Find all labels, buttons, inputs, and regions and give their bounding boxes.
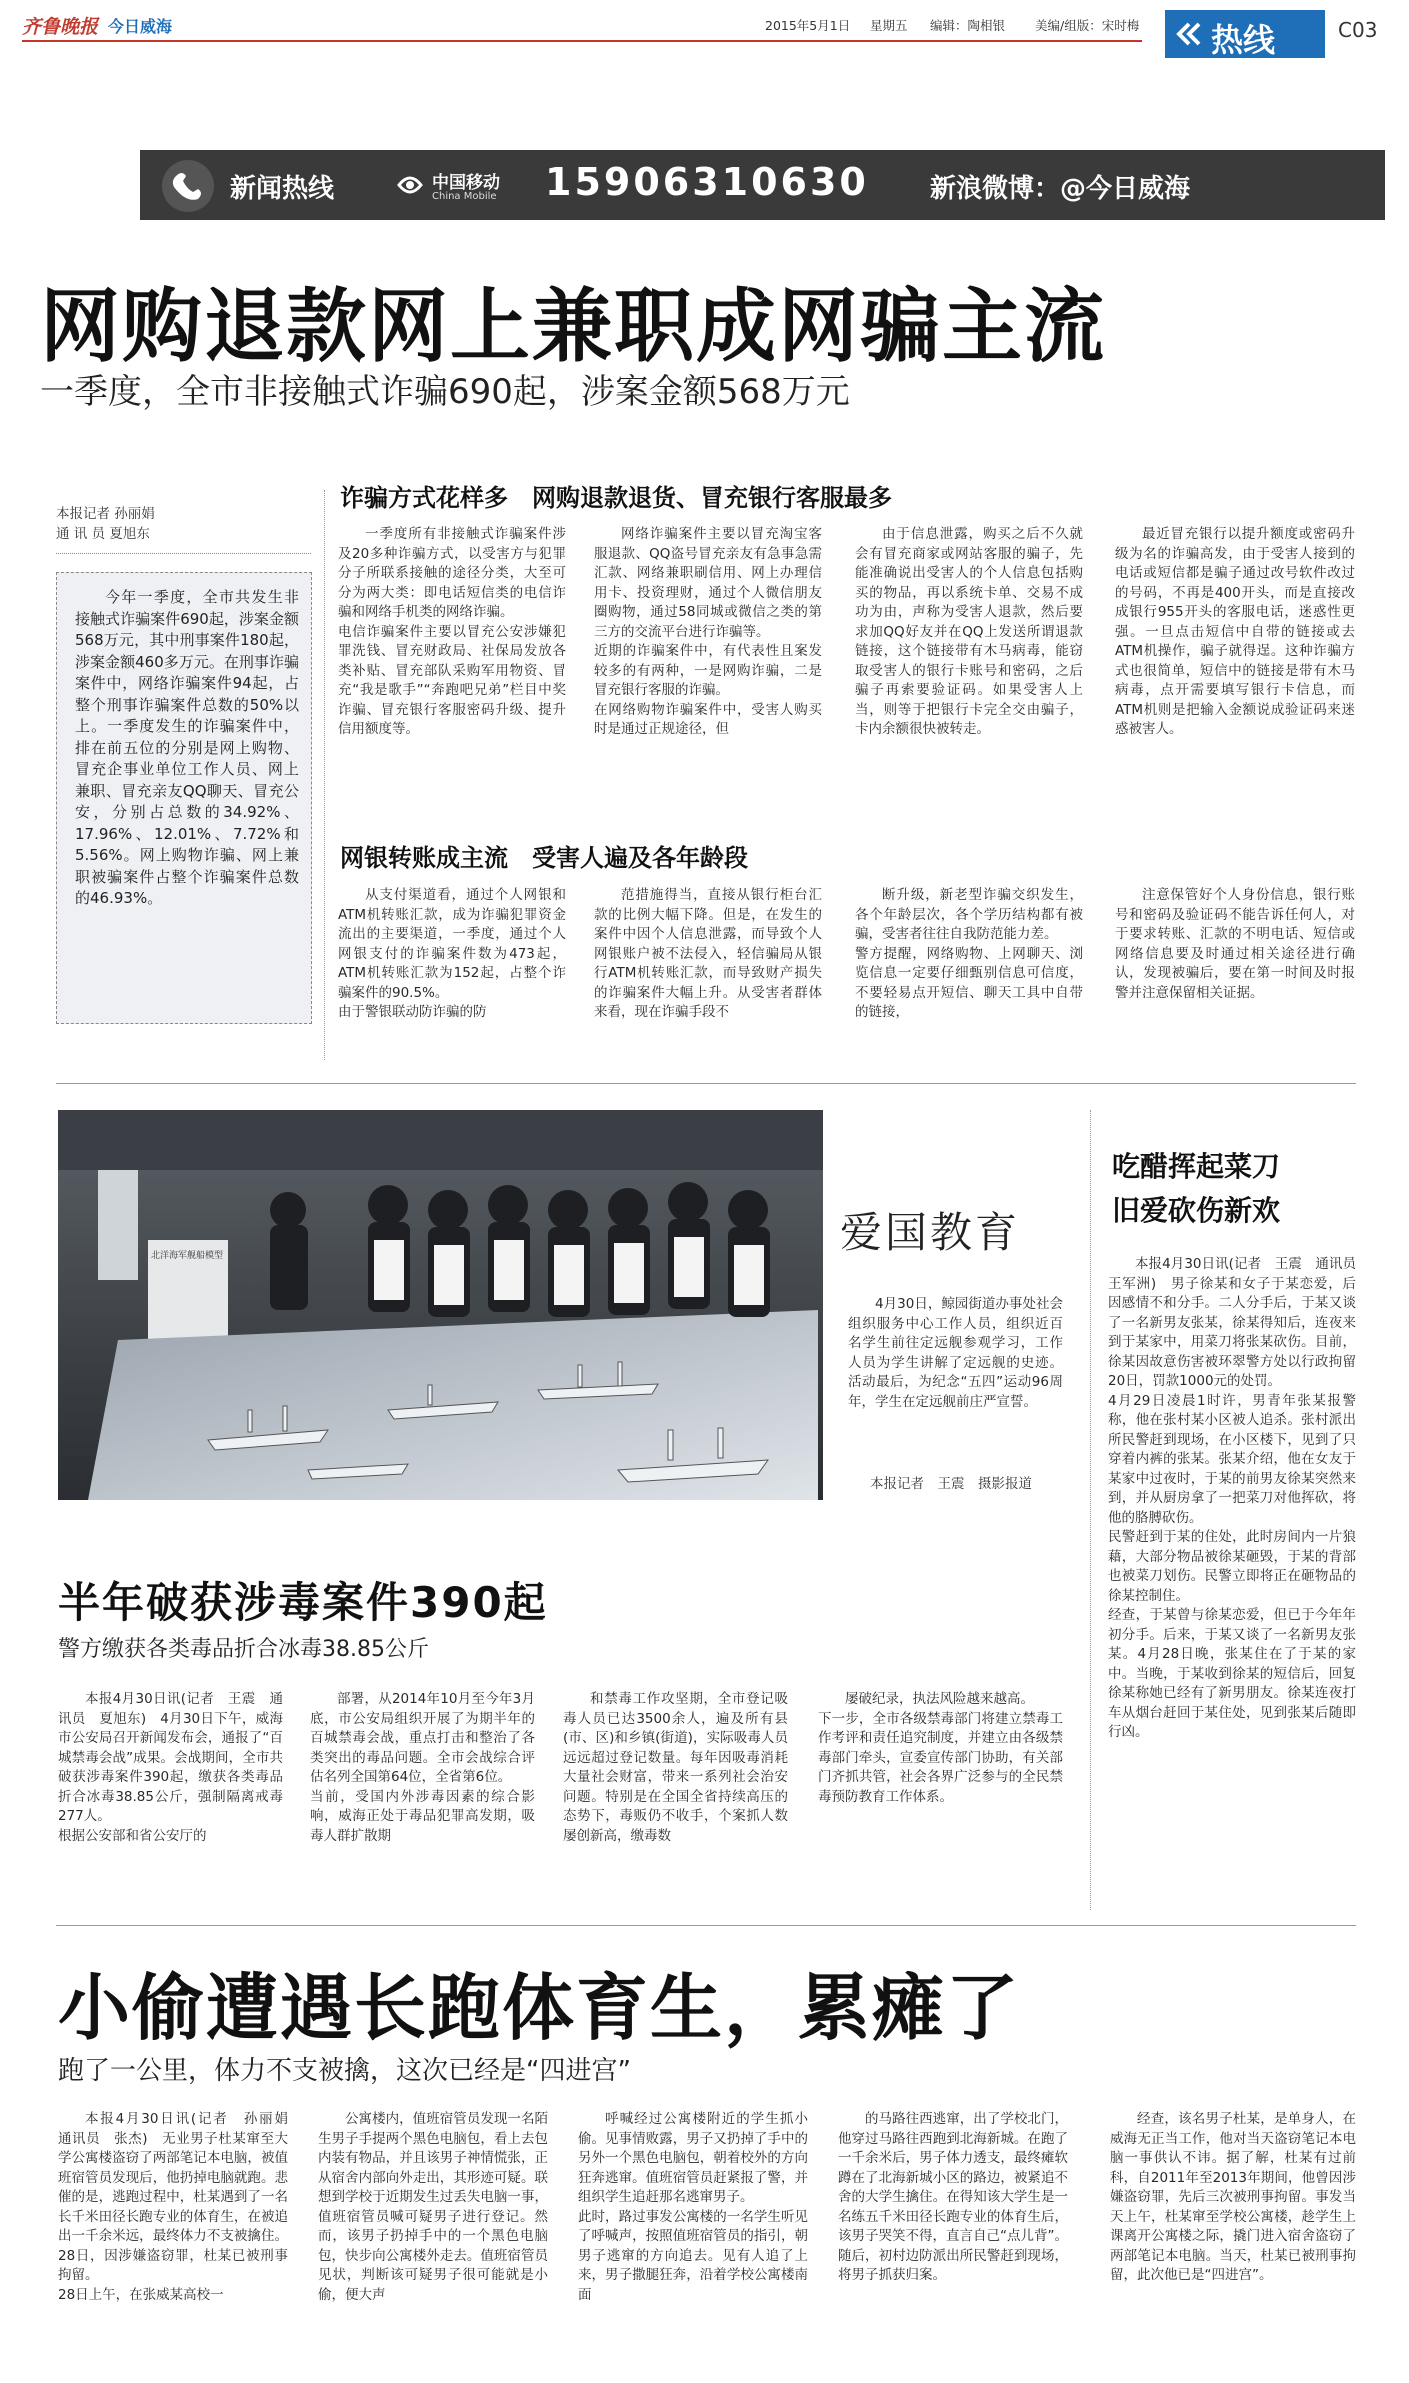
- section-name: 今日威海: [108, 17, 173, 36]
- article3-col-5-text: 经查，该名男子杜某，是单身人，在威海无正当工作，他对当天盗窃笔记本电脑一事供认不讳。据了解，杜某有过前科，自2011年至2013年期间，他曾因涉嫌盗窃罪，先后三次被刑事拘留。事发当天上午，杜某窜至学校公寓楼，趁学生上课离开公寓楼之际，撬门进入宿舍盗窃了两部笔记本电脑。当天，杜某已被刑事拘留，此次他已是“四进宫”。: [1110, 2111, 1356, 2283]
- article2-col-3-text: 和禁毒工作攻坚期，全市登记吸毒人员已达3500余人，遍及所有县(市、区)和乡镇(街道)，实际吸毒人员远远超过登记数量。每年因吸毒消耗大量社会财富，带来一系列社会治安问题。特别是在全国全省持续高压的态势下，毒贩仍不收手，个案抓人数屡创新高，缴毒数: [563, 1691, 788, 1844]
- double-chevron-icon: [1175, 20, 1203, 48]
- byline-correspondent: 通 讯 员 夏旭东: [56, 526, 150, 542]
- section1-col-2: [594, 525, 822, 825]
- section1-col-4: [1115, 525, 1355, 825]
- section1-col-1-text: 一季度所有非接触式诈骗案件涉及20多种诈骗方式，以受害方与犯罪分子所联系接触的途径分类，大至可分为两大类：即电话短信类的电信诈骗和网络手机类的网络诈骗。 电信诈骗案件主要以冒充公安涉嫌犯罪洗钱、冒充财政局、社保局发放各类补贴、冒充部队采购军用物资、冒充“我是歌手”“奔跑吧兄弟”栏目中奖诈骗、冒充银行客服密码升级、提升信用额度等。: [338, 526, 566, 737]
- side-headline: [1112, 1145, 1280, 1233]
- section2-col-1-text: 从支付渠道看，通过个人网银和ATM机转账汇款，成为诈骗犯罪资金流出的主要渠道，一季度，通过个人网银支付的诈骗案件数为473起，ATM机转账汇款为152起，占整个诈骗案件的90.5%。 由于警银联动防诈骗的防: [338, 887, 566, 1020]
- article3-col-4: [838, 2110, 1068, 2372]
- exhibit-board-text: 北洋海军舰船模型: [151, 1251, 224, 1261]
- article3-col-2: [318, 2110, 548, 2372]
- article2-col-4-text: 屡破纪录，执法风险越来越高。 下一步，全市各级禁毒部门将建立禁毒工作考评和责任追究制度，并建立由各级禁毒部门牵头，宣委宣传部门协助，有关部门齐抓共管，社会各界广泛参与的全民禁毒预防教育工作体系。: [818, 1691, 1063, 1805]
- side-headline-line1: 吃醋挥起菜刀: [1112, 1150, 1281, 1183]
- side-headline-line2: 旧爱砍伤新欢: [1112, 1194, 1281, 1227]
- carrier-name: 中国移动: [432, 173, 500, 193]
- article3-subhead: 跑了一公里，体力不支被擒，这次已经是“四进宫”: [58, 2056, 631, 2086]
- article2-col-1-text: 本报4月30日讯(记者 王震 通讯员 夏旭东) 4月30日下午，威海市公安局召开新闻发布会，通报了“百城禁毒会战”成果。会战期间，全市共破获涉毒案件390起，缴获各类毒品折合冰毒38.85公斤，强制隔离戒毒277人。 根据公安部和省公安厅的: [58, 1691, 283, 1844]
- section2-col-2-text: 范措施得当，直接从银行柜台汇款的比例大幅下降。但是，在发生的案件中因个人信息泄露，而导致个人网银账户被不法侵入，轻信骗局从银行ATM机转账汇款，而导致财产损失的诈骗案件大幅上升。从受害者群体来看，现在诈骗手段不: [594, 887, 822, 1020]
- masthead: [0, 0, 1409, 66]
- phone-handset-icon: [160, 158, 216, 214]
- article2-col-1: [58, 1690, 283, 1890]
- editor-credit: 编辑：陶相银: [930, 18, 1006, 33]
- photo-caption-text: 4月30日，鲸园街道办事处社会组织服务中心工作人员，组织近百名学生前往定远舰参观学习，工作人员为学生讲解了定远舰的史迹。活动最后，为纪念“五四”运动96周年，学生在定远舰前庄严宣誓。: [848, 1296, 1063, 1410]
- china-mobile-logo-icon: [395, 170, 425, 200]
- masthead-rule: [22, 40, 1142, 42]
- section2-title: 网银转账成主流 受害人遍及各年龄段: [340, 844, 748, 872]
- section1-col-2-text: 网络诈骗案件主要以冒充淘宝客服退款、QQ盗号冒充亲友有急事急需汇款、网络兼职刷信用、网上办理信用卡、投资理财，通过个人微信朋友圈购物，通过58同城或微信之类的第三方的交流平台进行诈骗等。 近期的诈骗案件中，有代表性且案发较多的有两种，一是网购诈骗，二是冒充银行客服的诈骗。 在网络购物诈骗案件中，受害人购买时是通过正规途径，但: [594, 526, 822, 737]
- article2-subhead: 警方缴获各类毒品折合冰毒38.85公斤: [58, 1637, 429, 1662]
- article2-col-2-text: 部署，从2014年10月至今年3月底，市公安局组织开展了为期半年的百城禁毒会战，重点打击和整治了各类突出的毒品问题。全市会战综合评估名列全国第64位，全省第6位。 当前，受国内外涉毒因素的综合影响，威海正处于毒品犯罪高发期，吸毒人群扩散期: [310, 1691, 535, 1844]
- article3-col-1: [58, 2110, 288, 2372]
- article1-headline: 网购退款网上兼职成网骗主流: [40, 280, 1106, 373]
- section1-col-3-text: 由于信息泄露，购买之后不久就会有冒充商家或网站客服的骗子，先能准确说出受害人的个人信息包括购买的物品，再以系统卡单、交易不成功为由，声称为受害人退款，然后要求加QQ好友并在QQ上发送所谓退款链接，这个链接带有木马病毒，能窃取受害人的银行卡账号和密码，之后骗子再索要验证码。如果受害人上当，则等于把银行卡完全交由骗子，卡内余额很快被转走。: [855, 526, 1083, 737]
- summary-box: [56, 572, 312, 1024]
- article2-col-2: [310, 1690, 535, 1890]
- side-divider: [1090, 1110, 1091, 1910]
- section2-col-4: [1115, 886, 1355, 1066]
- byline-rule: [56, 553, 311, 554]
- column-badge: [1165, 10, 1325, 58]
- paper-name: 齐鲁晚报: [22, 16, 99, 38]
- column-name: 热线: [1211, 21, 1276, 59]
- section2-col-3-text: 断升级，新老型诈骗交织发生，各个年龄层次，各个学历结构都有被骗，受害者往往自我防范能力差。 警方提醒，网络购物、上网聊天、浏览信息一定要仔细甄别信息可信度，不要轻易点开短信、聊天工具中自带的链接，: [855, 887, 1083, 1020]
- article2-headline: 半年破获涉毒案件390起: [58, 1578, 548, 1627]
- article2-bottom-rule: [56, 1925, 1356, 1926]
- summary-text: 今年一季度，全市共发生非接触式诈骗案件690起，涉案金额568万元，其中刑事案件180起，涉案金额460多万元。在刑事诈骗案件中，网络诈骗案件94起，占整个刑事诈骗案件总数的50%以上。一季度发生的诈骗案件中，排在前五位的分别是网上购物、冒充企事业单位工作人员、网上兼职、冒充亲友QQ聊天、冒充公安，分别占总数的34.92%、17.96%、12.01%、7.72%和5.56%。网上购物诈骗、网上兼职被骗案件占整个诈骗案件总数的46.93%。: [75, 588, 299, 907]
- photo-caption-title: 爱国教育: [840, 1208, 1021, 1257]
- news-photo: [58, 1110, 823, 1500]
- article3-col-5: [1110, 2110, 1356, 2372]
- designer-credit: 美编/组版：宋时梅: [1035, 18, 1140, 33]
- section2-col-1: [338, 886, 566, 1066]
- article1-byline: [56, 504, 155, 544]
- article1-bottom-rule: [56, 1083, 1356, 1084]
- side-article-body: [1108, 1255, 1356, 1875]
- article1-subhead: 一季度，全市非接触式诈骗690起，涉案金额568万元: [40, 372, 850, 412]
- article3-headline: 小偷遭遇长跑体育生，累瘫了: [58, 1966, 1021, 2050]
- section2-col-4-text: 注意保管好个人身份信息，银行账号和密码及验证码不能告诉任何人，对于要求转账、汇款的不明电话、短信或网络信息要及时通过相关途径进行确认，发现被骗后，要在第一时间及时报警并注意保留相关证据。: [1115, 887, 1355, 1001]
- article3-col-4-text: 的马路往西逃窜，出了学校北门，他穿过马路往西跑到北海新城。在跑了一千余米后，男子体力透支，最终瘫软蹲在了北海新城小区的路边，被紧追不舍的大学生擒住。在得知该大学生是一名练五千米田径长跑专业的体育生后，该男子哭笑不得，直言自己“点儿背”。随后，初村边防派出所民警赶到现场，将男子抓获归案。: [838, 2111, 1068, 2283]
- byline-reporter: 本报记者 孙丽娟: [56, 506, 155, 522]
- article3-col-3: [578, 2110, 808, 2372]
- side-article-text: 本报4月30日讯(记者 王震 通讯员 王军洲) 男子徐某和女子于某恋爱，后因感情不和分手。二人分手后，于某又谈了一名新男友张某，徐某得知后，连夜来到于某家中，用菜刀将张某砍伤。目前，徐某因故意伤害被环翠警方处以行政拘留20日，罚款1000元的处罚。 4月29日凌晨1时许，男青年张某报警称，他在张村某小区被人追杀。张村派出所民警赶到现场，在小区楼下，见到了只穿着内裤的张某。张某介绍，他在女友于某家中过夜时，于某的前男友徐某突然来到，并从厨房拿了一把菜刀对他挥砍，将他的胳膊砍伤。 民警赶到于某的住处，此时房间内一片狼藉，大部分物品被徐某砸毁，于某的背部也被菜刀划伤。民警立即将正在砸物品的徐某控制住。 经查，于某曾与徐某恋爱，但已于今年年初分手。后来，于某又谈了一名新男友张某。4月28日晚，张某住在了于某的家中。当晚，于某收到徐某的短信后，回复徐某称她已经有了新男朋友。徐某连夜打车从烟台赶回于某住处，见到张某后随即行凶。: [1108, 1256, 1356, 1740]
- section1-col-3: [855, 525, 1083, 825]
- hotline-label: 新闻热线: [230, 174, 335, 204]
- article3-col-3-text: 呼喊经过公寓楼附近的学生抓小偷。见事情败露，男子又扔掉了手中的另外一个黑色电脑包，朝着校外的方向狂奔逃窜。值班宿管员赶紧报了警，并组织学生追赶那名逃窜男子。 此时，路过事发公寓楼的一名学生听见了呼喊声，按照值班宿管员的指引，朝男子逃窜的方向追去。见有人追了上来，男子撒腿狂奔，沿着学校公寓楼南面: [578, 2111, 808, 2303]
- article2-col-3: [563, 1690, 788, 1890]
- issue-date: 2015年5月1日: [765, 18, 851, 33]
- photo-credit: 本报记者 王震 摄影报道: [870, 1476, 1032, 1492]
- photo-illustration: [58, 1110, 823, 1500]
- photo-caption: [848, 1295, 1063, 1465]
- issue-weekday: 星期五: [870, 18, 908, 33]
- section2-col-3: [855, 886, 1083, 1066]
- section2-col-2: [594, 886, 822, 1066]
- hotline-banner: [140, 150, 1385, 220]
- section1-title: 诈骗方式花样多 网购退款退货、冒充银行客服最多: [340, 484, 892, 512]
- page-number: C03: [1338, 18, 1378, 42]
- article3-col-1-text: 本报4月30日讯(记者 孙丽娟 通讯员 张杰) 无业男子杜某窜至大学公寓楼盗窃了两部笔记本电脑，被值班宿管员发现后，他扔掉电脑就跑。悲催的是，逃跑过程中，杜某遇到了一名长千米田径长跑专业的体育生，在被追出一千余米远，最终体力不支被擒住。28日，因涉嫌盗窃罪，杜某已被刑事拘留。 28日上午，在张威某高校一: [58, 2111, 288, 2303]
- carrier-name-en: China Mobile: [432, 191, 497, 202]
- article2-col-4: [818, 1690, 1063, 1890]
- section1-col-4-text: 最近冒充银行以提升额度或密码升级为名的诈骗高发，由于受害人接到的电话或短信都是骗子通过改号软件改过的号码，不再是400开头，而是直接改成银行955开头的客服电话，迷惑性更强。一旦点击短信中自带的链接或去ATM机操作，骗子就得逞。这种诈骗方式也很简单，短信中的链接是带有木马病毒，点开需要填写银行卡信息，而ATM机则是把输入金额说成验证码来迷惑被害人。: [1115, 526, 1355, 737]
- section1-col-1: [338, 525, 566, 825]
- summary-divider: [324, 490, 325, 1060]
- hotline-phone: 15906310630: [545, 160, 869, 204]
- article3-col-2-text: 公寓楼内，值班宿管员发现一名陌生男子手提两个黑色电脑包，看上去包内装有物品，并且该男子神情慌张，正从宿舍内部向外走出，其形迹可疑。联想到学校于近期发生过丢失电脑一事，值班宿管员喊可疑男子进行登记。然而，该男子扔掉手中的一个黑色电脑包，快步向公寓楼外走去。值班宿管员见状，判断该可疑男子很可能就是小偷，便大声: [318, 2111, 548, 2303]
- weibo-handle: 新浪微博：@今日威海: [930, 174, 1191, 204]
